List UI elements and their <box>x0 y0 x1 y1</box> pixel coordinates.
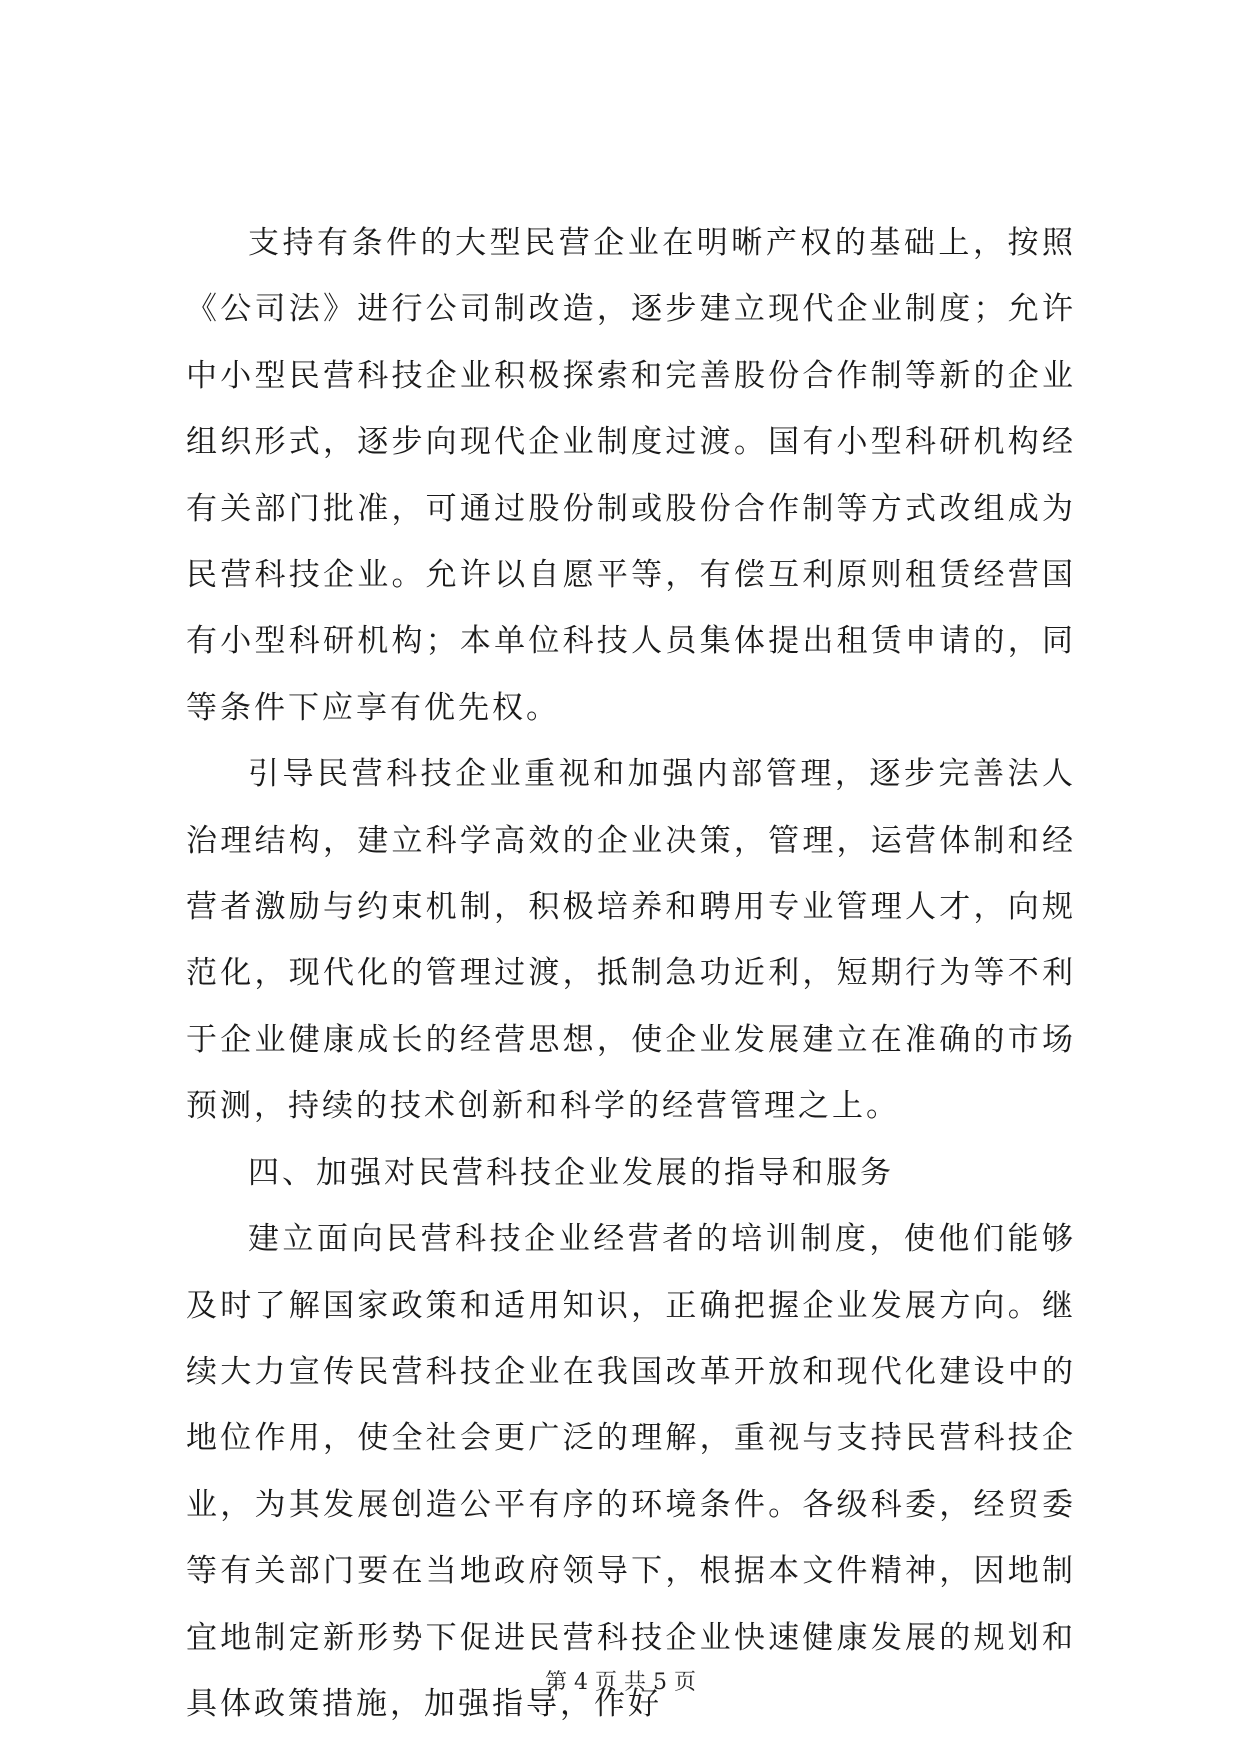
page-number-footer: 第 4 页 共 5 页 <box>545 1670 696 1695</box>
section-heading: 四、加强对民营科技企业发展的指导和服务 <box>248 1154 894 1191</box>
paragraph-internal-management: 引导民营科技企业重视和加强内部管理，逐步完善法人治理结构，建立科学高效的企业决策，管理，运营体制和经营者激励与约束机制，积极培养和聘用专业管理人才，向规范化，现代化的管理过渡，抵制急功近利，短期行为等不利于企业健康成长的经营思想，使企业发展建立在准确的市场预测，持续的技术创新和科学的经营管理之上。 <box>186 756 1076 1125</box>
paragraph-corporate-reform: 支持有条件的大型民营企业在明晰产权的基础上，按照《公司法》进行公司制改造，逐步建立现代企业制度；允许中小型民营科技企业积极探索和完善股份合作制等新的企业组织形式，逐步向现代企业制度过渡。国有小型科研机构经有关部门批准，可通过股份制或股份合作制等方式改组成为民营科技企业。允许以自愿平等，有偿互利原则租赁经营国有小型科研机构；本单位科技人员集体提出租赁申请的，同等条件下应享有优先权。 <box>186 225 1076 726</box>
document-body <box>186 210 1076 1737</box>
paragraph-guidance-services: 建立面向民营科技企业经营者的培训制度，使他们能够及时了解国家政策和适用知识，正确把握企业发展方向。继续大力宣传民营科技企业在我国改革开放和现代化建设中的地位作用，使全社会更广泛的理解，重视与支持民营科技企业，为其发展创造公平有序的环境条件。各级科委，经贸委等有关部门要在当地政府领导下，根据本文件精神，因地制宜地制定新形势下促进民营科技企业快速健康发展的规划和具体政策措施，加强指导，作好 <box>186 1221 1076 1722</box>
